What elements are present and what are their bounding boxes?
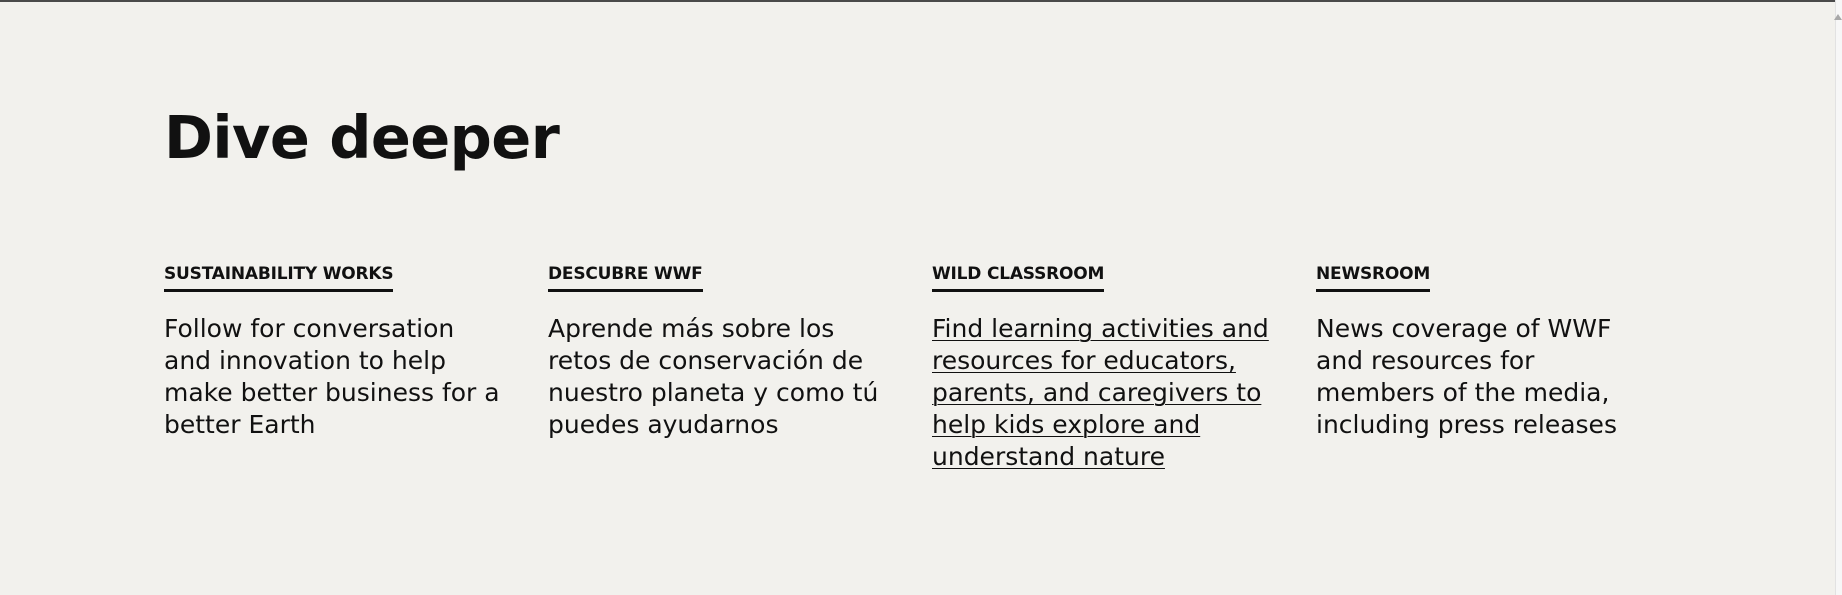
vertical-scrollbar[interactable] <box>1835 0 1842 595</box>
card-heading-newsroom[interactable]: NEWSROOM <box>1316 264 1430 292</box>
card-sustainability-works <box>164 264 504 473</box>
scroll-up-arrow-icon[interactable] <box>1834 14 1842 20</box>
card-description-sustainability-works: Follow for conversation and innovation to help make better business for a better Earth <box>164 314 500 439</box>
link-cards <box>164 264 1684 473</box>
dive-deeper-section <box>164 102 1684 471</box>
card-descubre-wwf <box>548 264 888 473</box>
card-newsroom <box>1316 264 1656 473</box>
card-link-wild-classroom[interactable]: Find learning activities and resources for educators, parents, and caregivers to help kids explore and understand nature <box>932 314 1269 471</box>
card-heading-sustainability-works[interactable]: SUSTAINABILITY WORKS <box>164 264 393 292</box>
card-heading-wild-classroom[interactable]: WILD CLASSROOM <box>932 264 1104 292</box>
card-description-descubre-wwf: Aprende más sobre los retos de conservación de nuestro planeta y como tú puedes ayudarnos <box>548 314 879 439</box>
card-heading-descubre-wwf[interactable]: DESCUBRE WWF <box>548 264 703 292</box>
section-title: Dive deeper <box>164 103 560 172</box>
card-description-newsroom: News coverage of WWF and resources for members of the media, including press releases <box>1316 314 1617 439</box>
card-wild-classroom <box>932 264 1272 473</box>
top-border <box>0 0 1842 2</box>
